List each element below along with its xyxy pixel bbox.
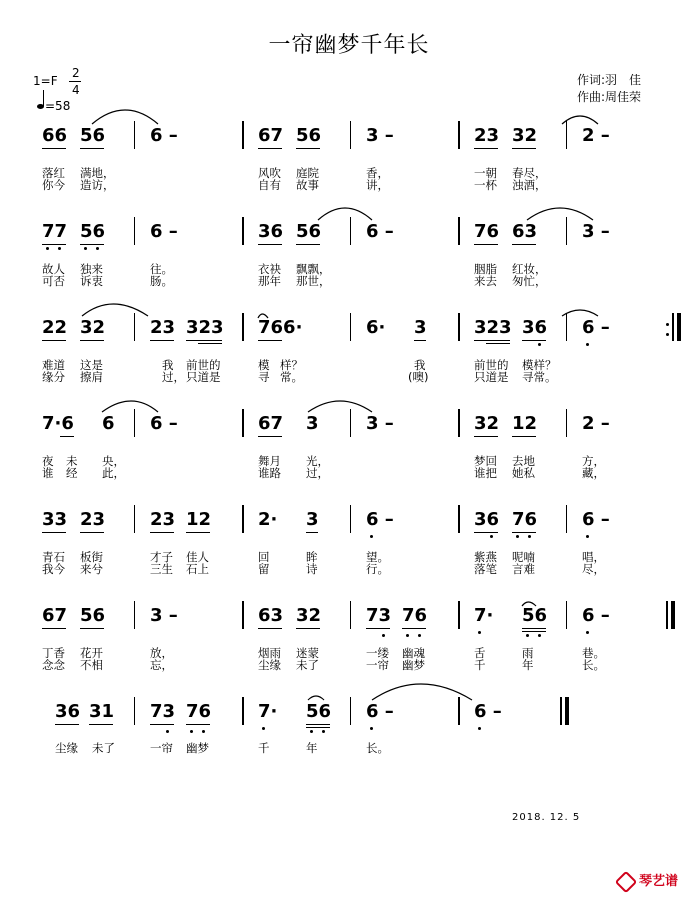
note-group: 6 [102,413,115,434]
note-group: 22 [42,317,68,338]
lyric: 缘分 [42,370,65,384]
lyric: 只道是 [474,370,509,384]
lyric: 花开 [80,646,103,660]
note-group: 2 – [582,125,610,146]
lyric: 幽梦 [402,658,425,672]
note-group: 6 – [366,509,394,530]
lyric: 佳人 [186,550,209,564]
note-group: 23 [474,125,500,146]
lyric: 红妆， [512,262,547,276]
lyric: 常。 [280,370,303,384]
note-group: 7· [474,605,494,626]
lyric: 往。 [150,262,173,276]
lyric: 飘飘， [296,262,331,276]
note-group: 6 – [150,221,178,242]
lyric: 我 [162,358,174,372]
lyric: 一杯 [474,178,497,192]
note-group: 323 [186,317,224,338]
lyric: 这是 [80,358,103,372]
lyric: 望。 [366,550,389,564]
lyric: 幽魂 [402,646,425,660]
note-group: 3 [306,509,319,530]
lyric: 幽梦 [186,741,209,755]
lyric: 年 [306,741,318,755]
lyric: 只道是 [186,370,221,384]
slur [527,208,593,220]
lyric: (噢) [408,370,429,384]
lyric: 难道 [42,358,65,372]
lyric: 擦肩 [80,370,103,384]
lyric: 故事 [296,178,319,192]
lyric: 千 [474,658,486,672]
note-group: 6 – [150,125,178,146]
lyric: 去地 [512,454,535,468]
lyric: 未了 [296,658,319,672]
note-group: 56 [306,701,332,722]
note-group: 23 [150,317,176,338]
lyric: 一帘 [150,741,173,755]
lyric: 石上 [186,562,209,576]
note-group: 66 [42,125,68,146]
note-group: 77 [42,221,68,242]
note-group: 36 [522,317,548,338]
lyric: 回 [258,550,270,564]
note-group: 7· [258,701,278,722]
note-group: 32 [80,317,106,338]
lyric: 板街 [80,550,103,564]
lyric: 雨 [522,646,534,660]
lyric: 三生 [150,562,173,576]
note-group: 63 [512,221,538,242]
note-group: 3 – [366,125,394,146]
lyric: 不相 [80,658,103,672]
lyric: 舌 [474,646,486,660]
note-group: 6 – [582,317,610,338]
note-group: 36 [55,701,81,722]
note-group: 12 [186,509,212,530]
note-group: 32 [296,605,322,626]
lyric: 言难 [512,562,535,576]
note-group: 76 [512,509,538,530]
lyric: 模 [258,358,270,372]
lyric: 一朝 [474,166,497,180]
note-group: 67 [258,413,284,434]
lyric: 尘缘 [258,658,281,672]
lyric: 庭院 [296,166,319,180]
note-group: 6 – [582,509,610,530]
lyric: 模样？ [522,358,557,372]
lyric: 那世， [296,274,331,288]
note-group: 31 [89,701,115,722]
note-group: 56 [522,605,548,626]
lyric: 诉衷 [80,274,103,288]
note-group: 56 [296,221,322,242]
lyric: 方， [582,454,605,468]
lyric: 谁路 [258,466,281,480]
note-group: 2· [258,509,278,530]
lyric: 迷蒙 [296,646,319,660]
lyric: 念念 [42,658,65,672]
lyric: 行。 [366,562,389,576]
lyric: 诗 [306,562,318,576]
note-group: 23 [80,509,106,530]
slur [372,684,472,700]
lyric: 香， [366,166,389,180]
lyric: 谁 [42,466,54,480]
lyric: 青石 [42,550,65,564]
note-group: 6 – [366,701,394,722]
lyric: 才子 [150,550,173,564]
note-group: 36 [258,221,284,242]
lyric: 烟雨 [258,646,281,660]
note-group: 323 [474,317,512,338]
lyric: 此， [102,466,125,480]
note-group: 67 [42,605,68,626]
lyric: 自有 [258,178,281,192]
lyric: 可否 [42,274,65,288]
slur [522,602,536,606]
slur [102,401,158,412]
lyric: 丁香 [42,646,65,660]
note-group: 3 – [582,221,610,242]
lyric: 巷。 [582,646,605,660]
note-group: 32 [512,125,538,146]
note-group: 73 [366,605,392,626]
date-stamp: 2018. 12. 5 [512,812,581,823]
lyric: 衣袂 [258,262,281,276]
note-group: 76 [474,221,500,242]
lyric: 光， [306,454,329,468]
lyric: 我 [414,358,426,372]
lyric: 我今 [42,562,65,576]
slur [82,304,148,316]
lyric: 寻 [258,370,270,384]
lyric: 千 [258,741,270,755]
lyric: 风吹 [258,166,281,180]
lyric: 未了 [92,741,115,755]
note-group: 56 [80,221,106,242]
lyric: 梦回 [474,454,497,468]
lyric: 长。 [582,658,605,672]
note-group: 36 [474,509,500,530]
lyric: 样？ [280,358,303,372]
slur [562,310,598,316]
note-group: 56 [296,125,322,146]
lyric: 那年 [258,274,281,288]
slur [308,401,372,412]
note-group: 32 [474,413,500,434]
note-group: 6 – [150,413,178,434]
lyric: 故人 [42,262,65,276]
note-group: 3 [306,413,319,434]
note-group: 33 [42,509,68,530]
lyric: 年 [522,658,534,672]
lyric: 讲， [366,178,389,192]
lyric: 舞月 [258,454,281,468]
watermark-text: 琴艺谱 [639,874,679,889]
key-signature: 1=F [33,74,58,88]
lyric: 留 [258,562,270,576]
lyric: 放， [150,646,173,660]
lyric: 夜 [42,454,54,468]
lyric: 谁把 [474,466,497,480]
slur [562,116,598,124]
lyric: 寻常。 [522,370,557,384]
lyric: 藏， [582,466,605,480]
note-group: 12 [512,413,538,434]
lyric: 呢喃 [512,550,535,564]
lyric: 落笔 [474,562,497,576]
lyric: 造访， [80,178,115,192]
lyric: 前世的 [474,358,509,372]
note-group: 3 – [366,413,394,434]
note-group: 67 [258,125,284,146]
lyric: 经 [66,466,78,480]
lyric: 眸 [306,550,318,564]
lyric: 肠。 [150,274,173,288]
lyric: 长。 [366,741,389,755]
lyric: 独来 [80,262,103,276]
time-signature-top: 2 [72,66,80,80]
lyric: 落红 [42,166,65,180]
tempo-marking: =58 [45,99,71,113]
song-title: 一帘幽梦千年长 [268,33,430,58]
note-group: 56 [80,605,106,626]
note-group: 63 [258,605,284,626]
note-group: 3 [414,317,427,338]
lyric: 来兮 [80,562,103,576]
note-group: 2 – [582,413,610,434]
lyric: 一缕 [366,646,389,660]
lyric: 过， [162,370,185,384]
lyric: 她私 [512,466,535,480]
lyric: 匆忙， [512,274,547,288]
lyric: 前世的 [186,358,221,372]
slur [318,208,372,220]
note-group: 23 [150,509,176,530]
watermark-logo [618,870,678,890]
lyric: 忘， [150,658,173,672]
note-group: 7·6 [42,413,74,434]
time-signature-bottom: 4 [72,83,80,97]
lyric: 满地， [80,166,115,180]
slur [258,314,268,318]
note-group: 6 – [474,701,502,722]
note-group: 76 [402,605,428,626]
note-group: 6 – [366,221,394,242]
lyric: 来去 [474,274,497,288]
lyric: 未 [66,454,78,468]
lyric: 尽， [582,562,605,576]
lyric: 一帘 [366,658,389,672]
lyric: 尘缘 [55,741,78,755]
lyric: 胭脂 [474,262,497,276]
note-group: 3 – [150,605,178,626]
lyricist: 作词:羽 佳 [577,73,642,87]
composer: 作曲:周佳荣 [577,90,642,104]
note-group: 6 – [582,605,610,626]
lyric: 浊酒， [512,178,547,192]
note-group: 766· [258,317,303,338]
slur [92,110,158,124]
logo-icon [615,870,638,893]
lyric: 唱， [582,550,605,564]
slur [308,696,324,700]
note-group: 56 [80,125,106,146]
lyric: 你今 [42,178,65,192]
note-group: 73 [150,701,176,722]
lyric: 过， [306,466,329,480]
lyric: 春尽， [512,166,547,180]
lyric: 紫燕 [474,550,497,564]
lyric: 央， [102,454,125,468]
note-group: 6· [366,317,386,338]
note-group: 76 [186,701,212,722]
